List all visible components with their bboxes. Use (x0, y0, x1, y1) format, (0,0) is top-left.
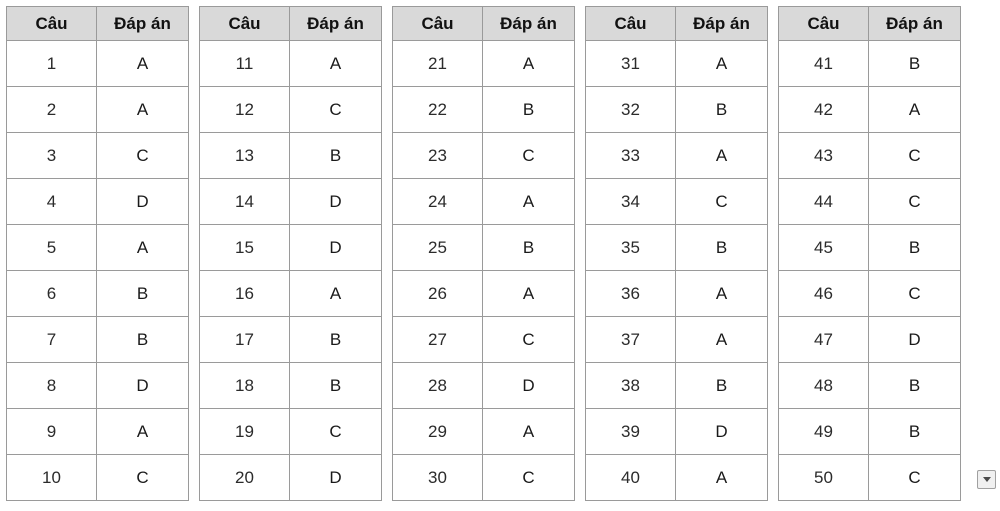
question-number-cell: 34 (586, 179, 676, 225)
question-number-cell: 44 (779, 179, 869, 225)
table-row (200, 363, 382, 409)
answer-letter-cell: C (483, 455, 575, 501)
column-header-question: Câu (393, 7, 483, 41)
table-header-row (7, 7, 189, 41)
table-row (200, 409, 382, 455)
table-row (200, 179, 382, 225)
answer-letter-cell: A (97, 41, 189, 87)
question-number-cell: 15 (200, 225, 290, 271)
table-row (7, 363, 189, 409)
answer-letter-cell: D (290, 179, 382, 225)
table-row (200, 317, 382, 363)
question-number-cell: 14 (200, 179, 290, 225)
table-row (586, 87, 768, 133)
question-number-cell: 33 (586, 133, 676, 179)
question-number-cell: 12 (200, 87, 290, 133)
question-number-cell: 41 (779, 41, 869, 87)
table-header-row (779, 7, 961, 41)
answer-letter-cell: A (483, 271, 575, 317)
column-header-answer: Đáp án (676, 7, 768, 41)
question-number-cell: 6 (7, 271, 97, 317)
question-number-cell: 20 (200, 455, 290, 501)
table-row (200, 87, 382, 133)
question-number-cell: 46 (779, 271, 869, 317)
question-number-cell: 42 (779, 87, 869, 133)
answer-letter-cell: A (483, 179, 575, 225)
question-number-cell: 5 (7, 225, 97, 271)
question-number-cell: 49 (779, 409, 869, 455)
answer-letter-cell: A (97, 225, 189, 271)
table-row (393, 455, 575, 501)
answer-letter-cell: B (869, 41, 961, 87)
column-header-question: Câu (586, 7, 676, 41)
question-number-cell: 39 (586, 409, 676, 455)
answer-letter-cell: C (869, 271, 961, 317)
answer-letter-cell: A (676, 271, 768, 317)
table-row (779, 179, 961, 225)
answer-letter-cell: D (290, 455, 382, 501)
table-header-row (393, 7, 575, 41)
table-row (393, 363, 575, 409)
answer-letter-cell: A (483, 409, 575, 455)
table-row (779, 455, 961, 501)
question-number-cell: 3 (7, 133, 97, 179)
table-row (200, 271, 382, 317)
answer-letter-cell: B (97, 271, 189, 317)
question-number-cell: 50 (779, 455, 869, 501)
question-number-cell: 1 (7, 41, 97, 87)
answer-letter-cell: A (97, 409, 189, 455)
answer-letter-cell: C (483, 133, 575, 179)
answer-letter-cell: B (483, 225, 575, 271)
table-row (7, 455, 189, 501)
answer-letter-cell: C (676, 179, 768, 225)
answer-letter-cell: B (676, 225, 768, 271)
table-row (200, 41, 382, 87)
table-row (7, 271, 189, 317)
answer-letter-cell: A (676, 133, 768, 179)
question-number-cell: 45 (779, 225, 869, 271)
question-number-cell: 8 (7, 363, 97, 409)
table-row (779, 363, 961, 409)
table-row (7, 409, 189, 455)
answer-letter-cell: B (483, 87, 575, 133)
answer-letter-cell: C (290, 87, 382, 133)
table-header-row (200, 7, 382, 41)
question-number-cell: 43 (779, 133, 869, 179)
answer-letter-cell: C (869, 179, 961, 225)
question-number-cell: 32 (586, 87, 676, 133)
table-row (7, 87, 189, 133)
question-number-cell: 37 (586, 317, 676, 363)
answer-letter-cell: B (869, 225, 961, 271)
answer-letter-cell: A (869, 87, 961, 133)
answer-letter-cell: C (97, 133, 189, 179)
table-row (393, 179, 575, 225)
answer-letter-cell: B (290, 363, 382, 409)
answer-letter-cell: B (869, 363, 961, 409)
answer-letter-cell: B (290, 133, 382, 179)
table-row (7, 225, 189, 271)
table-row (779, 225, 961, 271)
column-header-question: Câu (7, 7, 97, 41)
question-number-cell: 19 (200, 409, 290, 455)
table-row (586, 317, 768, 363)
table-row (393, 409, 575, 455)
table-row (393, 271, 575, 317)
answer-letter-cell: B (97, 317, 189, 363)
question-number-cell: 7 (7, 317, 97, 363)
question-number-cell: 35 (586, 225, 676, 271)
scroll-down-button[interactable] (977, 470, 996, 489)
answer-letter-cell: A (676, 41, 768, 87)
question-number-cell: 30 (393, 455, 483, 501)
answer-table (585, 6, 768, 501)
table-row (779, 87, 961, 133)
answer-letter-cell: B (290, 317, 382, 363)
answer-letter-cell: D (483, 363, 575, 409)
table-row (779, 133, 961, 179)
table-row (586, 133, 768, 179)
column-header-answer: Đáp án (97, 7, 189, 41)
table-row (586, 179, 768, 225)
chevron-down-icon (983, 477, 991, 482)
table-row (779, 271, 961, 317)
question-number-cell: 40 (586, 455, 676, 501)
answer-letter-cell: C (869, 133, 961, 179)
table-row (586, 41, 768, 87)
table-row (586, 363, 768, 409)
question-number-cell: 21 (393, 41, 483, 87)
answer-letter-cell: C (97, 455, 189, 501)
question-number-cell: 11 (200, 41, 290, 87)
answer-letter-cell: D (290, 225, 382, 271)
question-number-cell: 31 (586, 41, 676, 87)
question-number-cell: 27 (393, 317, 483, 363)
question-number-cell: 4 (7, 179, 97, 225)
question-number-cell: 26 (393, 271, 483, 317)
answer-letter-cell: A (290, 271, 382, 317)
table-row (779, 317, 961, 363)
question-number-cell: 25 (393, 225, 483, 271)
answer-letter-cell: D (97, 363, 189, 409)
answer-letter-cell: C (869, 455, 961, 501)
question-number-cell: 9 (7, 409, 97, 455)
answer-letter-cell: D (869, 317, 961, 363)
table-row (7, 133, 189, 179)
table-row (393, 225, 575, 271)
table-row (779, 41, 961, 87)
answer-table (392, 6, 575, 501)
table-row (393, 317, 575, 363)
table-row (393, 87, 575, 133)
question-number-cell: 36 (586, 271, 676, 317)
table-row (7, 179, 189, 225)
question-number-cell: 24 (393, 179, 483, 225)
answer-letter-cell: C (290, 409, 382, 455)
table-row (200, 455, 382, 501)
answer-letter-cell: B (869, 409, 961, 455)
column-header-answer: Đáp án (290, 7, 382, 41)
table-row (586, 409, 768, 455)
table-row (7, 317, 189, 363)
answer-letter-cell: A (97, 87, 189, 133)
answer-letter-cell: A (676, 455, 768, 501)
question-number-cell: 29 (393, 409, 483, 455)
question-number-cell: 10 (7, 455, 97, 501)
column-header-question: Câu (779, 7, 869, 41)
answer-table (199, 6, 382, 501)
question-number-cell: 17 (200, 317, 290, 363)
table-header-row (586, 7, 768, 41)
table-row (7, 41, 189, 87)
column-header-answer: Đáp án (483, 7, 575, 41)
table-row (779, 409, 961, 455)
table-row (393, 41, 575, 87)
question-number-cell: 28 (393, 363, 483, 409)
table-row (200, 225, 382, 271)
table-row (393, 133, 575, 179)
question-number-cell: 13 (200, 133, 290, 179)
question-number-cell: 22 (393, 87, 483, 133)
answer-letter-cell: D (97, 179, 189, 225)
answer-letter-cell: C (483, 317, 575, 363)
question-number-cell: 48 (779, 363, 869, 409)
answer-letter-cell: D (676, 409, 768, 455)
answer-letter-cell: A (676, 317, 768, 363)
question-number-cell: 18 (200, 363, 290, 409)
table-row (586, 225, 768, 271)
answer-letter-cell: B (676, 87, 768, 133)
question-number-cell: 2 (7, 87, 97, 133)
table-row (586, 455, 768, 501)
answer-table (6, 6, 189, 501)
question-number-cell: 38 (586, 363, 676, 409)
answer-table (778, 6, 961, 501)
question-number-cell: 23 (393, 133, 483, 179)
answer-letter-cell: A (483, 41, 575, 87)
answer-letter-cell: A (290, 41, 382, 87)
answer-letter-cell: B (676, 363, 768, 409)
column-header-question: Câu (200, 7, 290, 41)
table-row (200, 133, 382, 179)
question-number-cell: 16 (200, 271, 290, 317)
column-header-answer: Đáp án (869, 7, 961, 41)
table-row (586, 271, 768, 317)
question-number-cell: 47 (779, 317, 869, 363)
